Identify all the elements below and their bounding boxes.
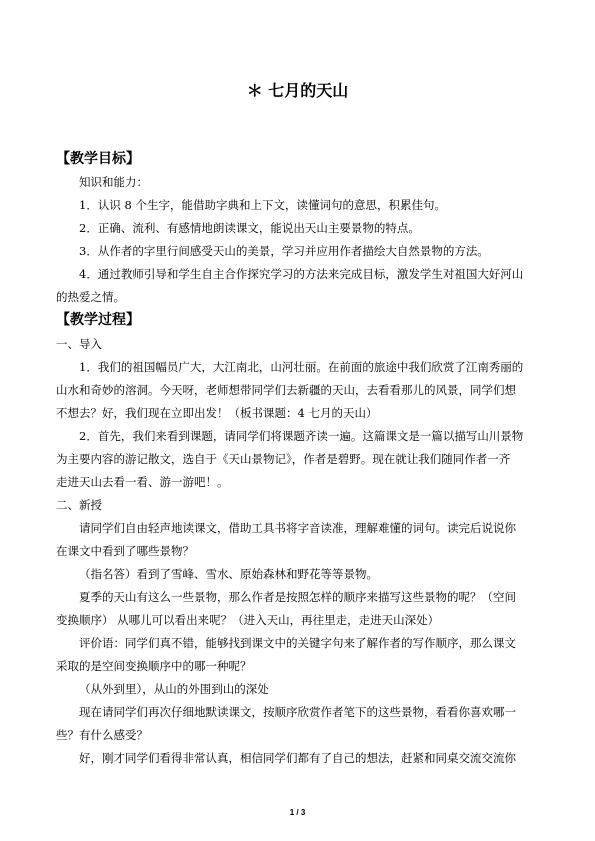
intro-line: 不想去？好，我们现在立即出发！（板书课题：4 七月的天山）: [56, 406, 378, 420]
lesson-line: 请同学们自由轻声地读课文，借助工具书将字音读准，理解难懂的词句。读完后说说你: [79, 521, 516, 535]
section-heading-objectives: 【教学目标】: [56, 151, 140, 167]
lesson-line: 变换顺序） 从哪儿可以看出来呢？（进入天山，再往里走，走进天山深处）: [56, 613, 440, 627]
objective-item: 3．从作者的字里行间感受天山的美景，学习并应用作者描绘大自然景物的方法。: [79, 244, 489, 258]
intro-line: 2．首先，我们来看到课题，请同学们将课题齐读一遍。这篇课文是一篇以描写山川景物: [79, 429, 524, 443]
objective-item: 2．正确、流利、有感情地朗读课文，能说出天山主要景物的特点。: [79, 221, 420, 235]
intro-line: 走进天山去看一看、游一游吧！。: [56, 475, 229, 489]
page-number: 1 / 3: [289, 808, 306, 817]
objective-item: 4．通过教师引导和学生自主合作探究学习的方法来完成目标，激发学生对祖国大好河山: [79, 267, 524, 281]
section-heading-process: 【教学过程】: [56, 312, 140, 328]
objectives-subtitle: 知识和能力：: [79, 175, 148, 189]
lesson-line: （指名答）看到了雪峰、雪水、原始森林和野花等等景物。: [79, 567, 378, 581]
lesson-line: 现在请同学们再次仔细地默读课文，按顺序欣赏作者笔下的这些景物，看看你喜欢哪一: [79, 705, 516, 719]
document-title: ＊ 七月的天山: [246, 81, 349, 100]
lesson-line: （从外到里），从山的外围到山的深处: [79, 682, 269, 696]
intro-line: 为主要内容的游记散文，选自于《天山景物记》，作者是碧野。现在就让我们随同作者一齐: [56, 452, 511, 466]
intro-line: 山水和奇妙的溶洞。今天呀，老师想带同学们去新疆的天山，去看看那儿的风景，同学们想: [56, 383, 516, 397]
part-title-intro: 一、导入: [56, 337, 102, 351]
lesson-line: 在课文中看到了哪些景物？: [56, 544, 194, 558]
lesson-line: 采取的是空间变换顺序中的哪一种呢？: [56, 659, 252, 673]
lesson-line: 些？有什么感受？: [56, 728, 148, 742]
objective-item: 1．认识 8 个生字，能借助字典和上下文，读懂词句的意思，积累佳句。: [79, 198, 446, 212]
lesson-line: 好，刚才同学们看得非常认真，相信同学们都有了自己的想法，赶紧和同桌交流交流你: [79, 751, 516, 765]
part-title-new-lesson: 二、新授: [56, 498, 102, 512]
intro-line: 1．我们的祖国幅员广大，大江南北，山河壮丽。在前面的旅途中我们欣赏了江南秀丽的: [79, 360, 524, 374]
objective-item-continued: 的热爱之情。: [56, 290, 125, 304]
lesson-line: 夏季的天山有这么一些景物，那么作者是按照怎样的顺序来描写这些景物的呢？（空间: [79, 590, 516, 604]
lesson-line: 评价语：同学们真不错，能够找到课文中的关键字句来了解作者的写作顺序，那么课文: [79, 636, 516, 650]
